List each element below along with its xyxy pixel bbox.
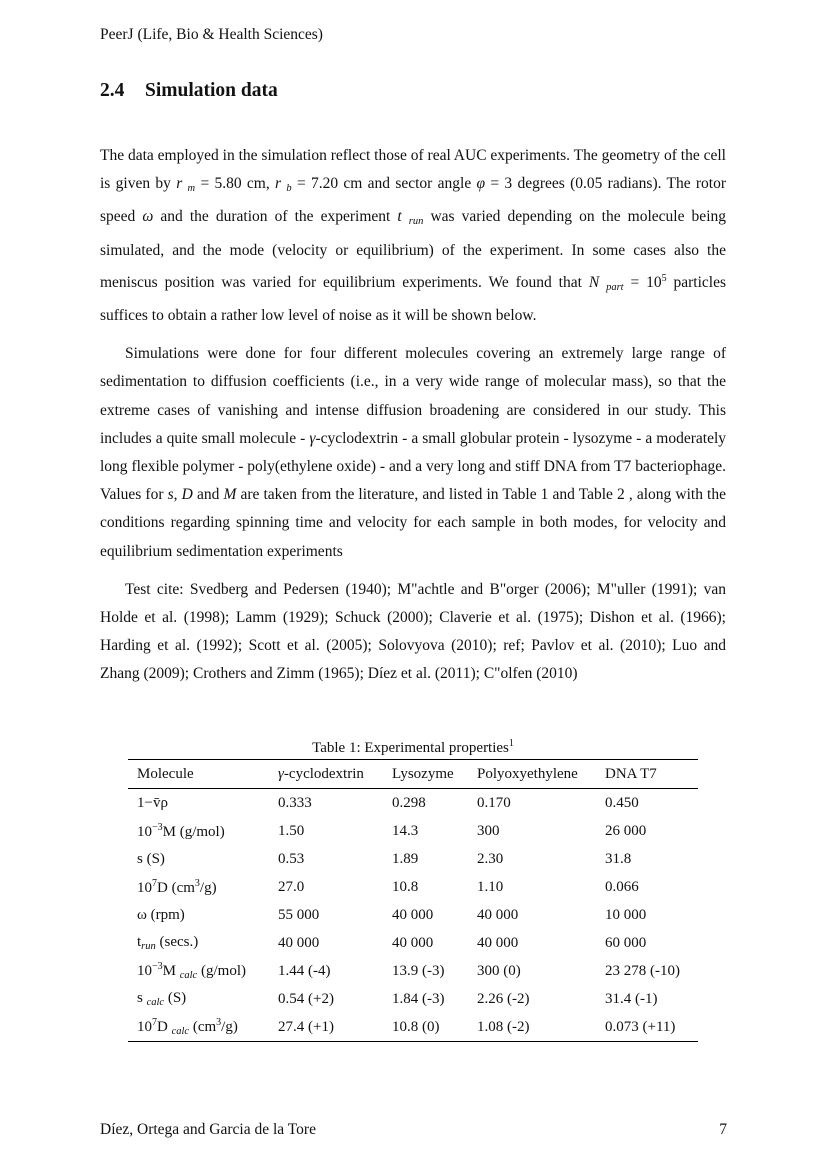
table-cell: 13.9 (-3) bbox=[392, 962, 445, 979]
table-row bbox=[128, 985, 698, 1013]
table-row bbox=[128, 873, 698, 901]
row-label: ω (rpm) bbox=[137, 906, 185, 923]
var-n: N bbox=[588, 273, 600, 291]
table-cell: 27.4 (+1) bbox=[278, 1018, 334, 1035]
table-row bbox=[128, 929, 698, 957]
caption-footnote-mark: 1 bbox=[508, 738, 514, 749]
body-text bbox=[100, 142, 726, 699]
table-cell: 40 000 bbox=[392, 906, 434, 923]
var-gamma: γ bbox=[278, 765, 284, 782]
table-cell: 1.84 (-3) bbox=[392, 990, 445, 1007]
paragraph-2 bbox=[100, 340, 726, 566]
table-cell: 0.54 (+2) bbox=[278, 990, 334, 1007]
table-cell: 0.073 (+11) bbox=[605, 1018, 676, 1035]
experimental-properties-table bbox=[128, 759, 698, 1042]
page-number: 7 bbox=[719, 1121, 727, 1138]
section-title: Simulation data bbox=[145, 80, 278, 101]
table-cell: 1.89 bbox=[392, 850, 419, 867]
text-run: The data employed in the simulation reflect those of real AUC experiments. The geometry of the cell is given by bbox=[100, 147, 726, 193]
row-label: $t_{run}$ (secs.) bbox=[137, 934, 199, 952]
paragraph-3: Test cite: Svedberg and Pedersen (1940); M"achtle and B"orger (2006); M"uller (1991); van Holde et al. (1998); Lamm (1929); Schuck (2000); Claverie et al. (1975); Dishon et al. (1966); Harding et al. (1992); Scott et al. (2005); Solovyova (2010); ref; Pavlov et al. (2010); Luo and Zhang (2009); Crothers and Zimm (1965); Díez et al. (2011); C"olfen (2010) bbox=[100, 580, 726, 683]
text-run: was varied depending on the molecule being simulated, and the mode (velocity or equilibrium) of the experiment. In some cases also the meniscus position was varied for equilibrium experiments. We found that bbox=[100, 208, 726, 291]
footer-authors: Díez, Ortega and Garcia de la Tore bbox=[100, 1121, 316, 1138]
subscript-part: part bbox=[606, 281, 624, 293]
table-cell: 40 000 bbox=[477, 906, 519, 923]
var-omega: ω bbox=[142, 208, 154, 226]
column-header: DNA T7 bbox=[605, 765, 657, 782]
table-cell: 0.066 bbox=[605, 878, 639, 895]
header-text: -cyclodextrin bbox=[283, 765, 364, 782]
var-d: D bbox=[181, 486, 193, 504]
table-cell: 23 278 (-10) bbox=[605, 962, 680, 979]
var-s: s bbox=[167, 486, 174, 504]
table-cell: 2.26 (-2) bbox=[477, 990, 530, 1007]
row-label: $10^7D$ $_{calc}$ $(cm^3/g)$ bbox=[137, 1017, 238, 1037]
row-label: s (S) bbox=[137, 850, 165, 867]
var-t: t bbox=[397, 208, 402, 226]
row-label: 1−v̄ρ bbox=[137, 794, 168, 811]
table-cell: 1.10 bbox=[477, 878, 504, 895]
text-run: are taken from the literature, and listed in Table 1 and Table 2 , along with the conditions regarding spinning time and velocity for each sample in both modes, for velocity and equilibrium sedimentation experiments bbox=[100, 486, 726, 560]
table-cell: 1.44 (-4) bbox=[278, 962, 331, 979]
text-run: = 7.20 cm and sector angle bbox=[291, 175, 477, 193]
table-cell: 31.4 (-1) bbox=[605, 990, 658, 1007]
table-cell: 10.8 bbox=[392, 878, 419, 895]
table-row bbox=[128, 957, 698, 985]
table-cell: 40 000 bbox=[392, 934, 434, 951]
section-number: 2.4 bbox=[100, 80, 125, 101]
row-label: s $_{calc}$ (S) bbox=[137, 990, 187, 1008]
text-run: Simulations were done for four different molecules covering an extremely large range of sedimentation to diffusion coefficients (i.e., in a very wide range of molecular mass), so that the extreme cases of vanishing and intense diffusion broadening are considered in our study. This includes a quite small molecule - bbox=[100, 345, 726, 447]
row-label: $10^{-3}M$ $_{calc}$ (g/mol) bbox=[137, 961, 246, 981]
column-header bbox=[269, 760, 383, 789]
table-cell: 0.333 bbox=[278, 794, 312, 811]
column-header: Polyoxyethylene bbox=[477, 765, 578, 782]
text-run: = 10 bbox=[623, 273, 662, 291]
table-cell: 2.30 bbox=[477, 850, 504, 867]
table-cell: 0.53 bbox=[278, 850, 305, 867]
caption-text: Table 1: Experimental properties bbox=[312, 740, 509, 756]
table-cell: 300 bbox=[477, 822, 500, 839]
table-row bbox=[128, 789, 698, 818]
table-row bbox=[128, 1013, 698, 1042]
text-run: = 3 degrees (0.05 radians). The rotor speed bbox=[100, 175, 727, 226]
text-run: and bbox=[192, 486, 224, 504]
table-cell: 0.450 bbox=[605, 794, 639, 811]
table-cell: 0.298 bbox=[392, 794, 426, 811]
subscript-run: run bbox=[408, 216, 424, 228]
var-r: r bbox=[176, 175, 183, 193]
table-cell: 60 000 bbox=[605, 934, 647, 951]
table-row bbox=[128, 845, 698, 873]
subscript-b: b bbox=[286, 183, 292, 195]
var-gamma: γ bbox=[309, 429, 316, 447]
table-cell: 27.0 bbox=[278, 878, 305, 895]
table-cell: 1.50 bbox=[278, 822, 305, 839]
text-run: -cyclodextrin - a small globular protein - lysozyme - a moderately long flexible polymer - poly(ethylene oxide) - and a very long and stiff DNA from T7 bacteriophage. Values for bbox=[100, 429, 727, 504]
text-run: , bbox=[173, 486, 182, 504]
table-cell: 55 000 bbox=[278, 906, 320, 923]
subscript-m: m bbox=[187, 183, 196, 195]
var-r: r bbox=[275, 175, 282, 193]
var-m: M bbox=[223, 486, 237, 504]
text-run: and the duration of the experiment bbox=[153, 208, 398, 226]
table-row bbox=[128, 817, 698, 845]
table-cell: 40 000 bbox=[278, 934, 320, 951]
table-cell: 14.3 bbox=[392, 822, 419, 839]
table-cell: 31.8 bbox=[605, 850, 632, 867]
table-cell: 1.08 (-2) bbox=[477, 1018, 530, 1035]
table-cell: 10.8 (0) bbox=[392, 1018, 440, 1035]
column-header: Lysozyme bbox=[392, 765, 454, 782]
table-cell: 0.170 bbox=[477, 794, 511, 811]
table-header-row bbox=[128, 760, 698, 789]
table-cell: 26 000 bbox=[605, 822, 647, 839]
table-cell: 10 000 bbox=[605, 906, 647, 923]
table-row bbox=[128, 901, 698, 929]
var-phi: φ bbox=[476, 175, 486, 193]
column-header: Molecule bbox=[137, 765, 194, 782]
text-run: = 5.80 cm, bbox=[195, 175, 276, 193]
table-cell: 300 (0) bbox=[477, 962, 521, 979]
row-label: $10^{-3}M$ (g/mol) bbox=[137, 821, 225, 840]
running-header: PeerJ (Life, Bio & Health Sciences) bbox=[100, 26, 323, 43]
paragraph-1 bbox=[100, 142, 726, 330]
table-cell: 40 000 bbox=[477, 934, 519, 951]
row-label: $10^7D$ $(cm^3/g)$ bbox=[137, 877, 217, 896]
superscript-5: 5 bbox=[661, 272, 667, 284]
table-caption bbox=[128, 738, 698, 757]
text-run: particles suffices to obtain a rather low level of noise as it will be shown below. bbox=[100, 273, 727, 325]
section-heading bbox=[100, 80, 278, 102]
